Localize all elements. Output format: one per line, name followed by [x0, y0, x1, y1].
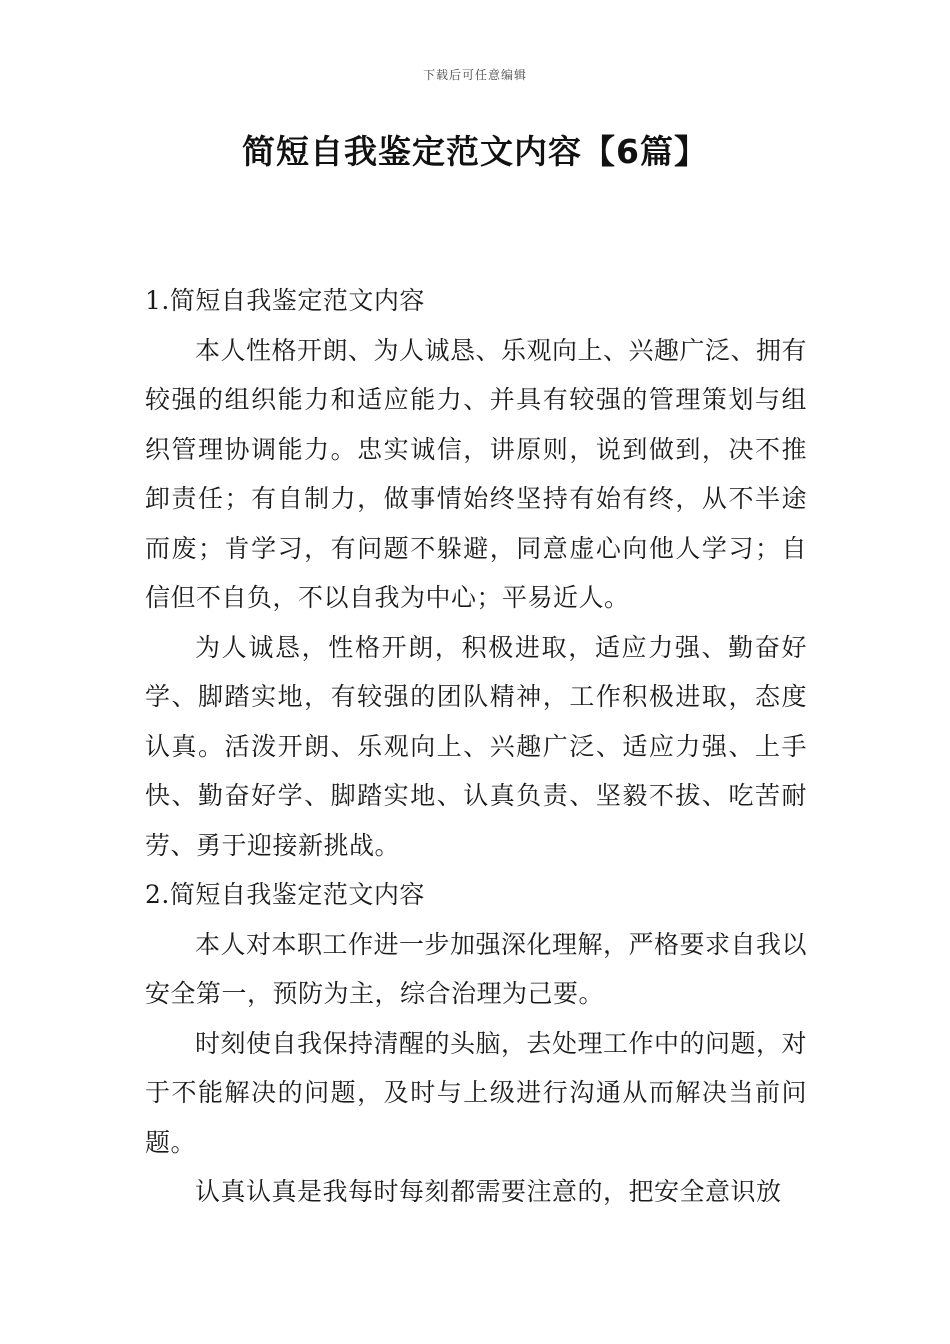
document-body [145, 276, 807, 1217]
header-note: 下载后可任意编辑 [422, 68, 527, 82]
paragraph: 本人性格开朗、为人诚恳、乐观向上、兴趣广泛、拥有较强的组织能力和适应能力、并具有较强的管理策划与组织管理协调能力。忠实诚信，讲原则，说到做到，决不推卸责任；有自制力，做事情始终坚持有始有终，从不半途而废；肯学习，有问题不躲避，同意虚心向他人学习；自信但不自负，不以自我为中心；平易近人。 [145, 335, 808, 612]
section-heading: 1.简短自我鉴定范文内容 [145, 286, 425, 315]
paragraph: 时刻使自我保持清醒的头脑，去处理工作中的问题，对于不能解决的问题，及时与上级进行沟通从而解决当前问题。 [145, 1028, 808, 1157]
paragraph: 为人诚恳，性格开朗，积极进取，适应力强、勤奋好学、脚踏实地，有较强的团队精神，工作积极进取，态度认真。活泼开朗、乐观向上、兴趣广泛、适应力强、上手快、勤奋好学、脚踏实地、认真负责、坚毅不拔、吃苦耐劳、勇于迎接新挑战。 [145, 632, 807, 860]
section-heading: 2.简短自我鉴定范文内容 [145, 880, 425, 909]
paragraph: 认真认真是我每时每刻都需要注意的，把安全意识放 [195, 1177, 782, 1206]
document-title: 简短自我鉴定范文内容【6篇】 [242, 132, 708, 171]
paragraph: 本人对本职工作进一步加强深化理解，严格要求自我以安全第一，预防为主，综合治理为己要。 [145, 929, 808, 1008]
